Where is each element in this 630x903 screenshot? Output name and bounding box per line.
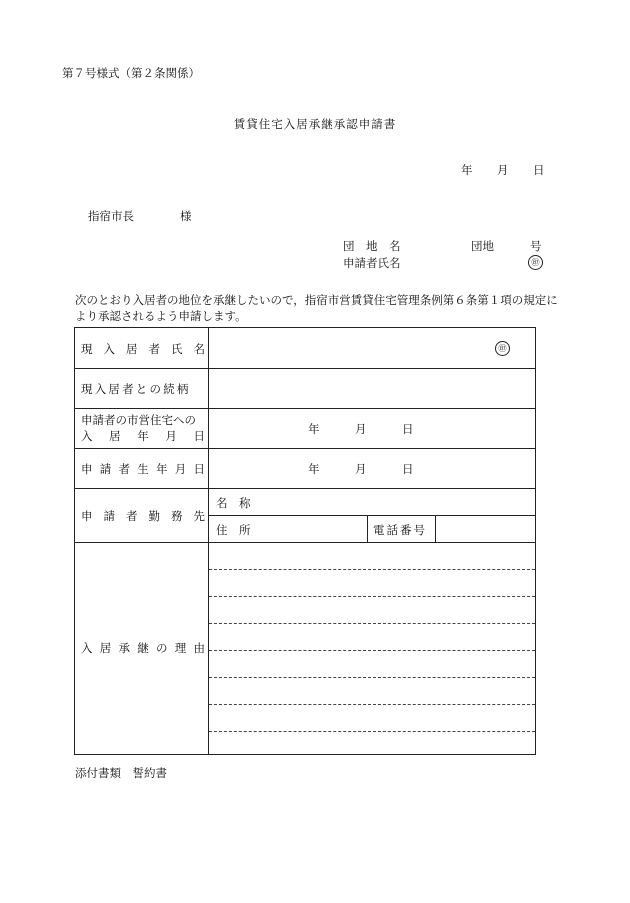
row-divider	[75, 542, 535, 543]
reason-line	[209, 677, 535, 678]
phone-divider	[367, 515, 368, 542]
label-column-divider	[208, 328, 209, 754]
row-divider	[75, 368, 535, 369]
reason-line	[209, 704, 535, 705]
reason-line	[209, 731, 535, 732]
move-in-year: 年	[308, 422, 320, 436]
row-divider	[75, 448, 535, 449]
date-month: 月	[497, 163, 509, 177]
birth-day: 日	[402, 462, 414, 476]
resident-seal-icon: ㊞	[495, 341, 510, 356]
addressee-suffix: 様	[180, 209, 192, 223]
phone-divider	[435, 515, 436, 542]
reason-line	[209, 596, 535, 597]
applicant-name-label: 申請者氏名	[343, 256, 401, 270]
move-in-label-line2: 入 居 年 月 日	[81, 429, 205, 443]
birth-date-label: 申 請 者 生 年 月 日	[81, 462, 205, 476]
birth-month: 月	[355, 462, 367, 476]
room-suffix: 号	[530, 239, 542, 253]
relationship-label: 現入居者との続柄	[81, 382, 191, 396]
move-in-month: 月	[355, 422, 367, 436]
birth-year: 年	[308, 462, 320, 476]
reason-label: 入 居 承 継 の 理 由	[81, 641, 205, 655]
body-text: 次のとおり入居者の地位を承継したいので，指宿市営賃貸住宅管理条例第６条第１項の規定により承認されるよう申請します。	[75, 293, 558, 323]
workplace-name-label: 名 称	[216, 496, 251, 510]
attachments: 添付書類 誓約書	[75, 766, 167, 780]
reason-line	[209, 650, 535, 651]
row-divider	[75, 488, 535, 489]
phone-label: 電話番号	[373, 523, 427, 537]
workplace-address-label: 住 所	[216, 523, 251, 537]
workplace-label: 申 請 者 勤 務 先	[81, 509, 205, 523]
current-resident-name-label: 現 入 居 者 氏 名	[81, 342, 205, 356]
addressee: 指宿市長	[88, 209, 134, 223]
reason-line	[209, 569, 535, 570]
danchi-suffix: 団地	[471, 239, 494, 253]
applicant-seal-icon: ㊞	[528, 255, 543, 270]
row-divider	[75, 408, 535, 409]
form-number: 第７号様式（第２条関係）	[62, 66, 200, 80]
document-title: 賃貸住宅入居承継承認申請書	[233, 117, 397, 131]
application-table	[74, 327, 536, 755]
move-in-label-line1: 申請者の市営住宅への	[81, 413, 196, 427]
reason-line	[209, 623, 535, 624]
row-divider	[209, 515, 535, 516]
date-day: 日	[533, 163, 545, 177]
move-in-day: 日	[402, 422, 414, 436]
date-year: 年	[461, 163, 473, 177]
danchi-label: 団 地 名	[343, 239, 401, 253]
